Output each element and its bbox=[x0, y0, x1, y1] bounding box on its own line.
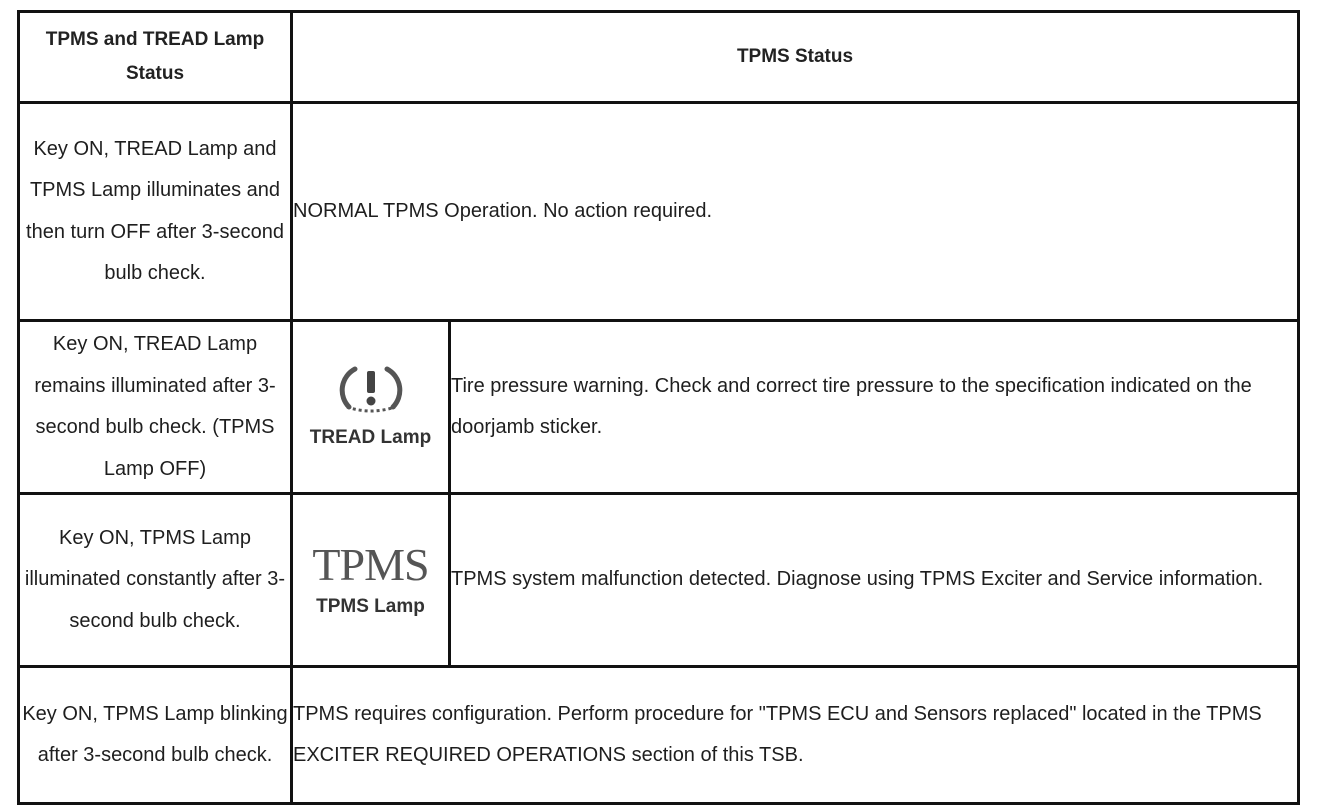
tpms-lamp-cell bbox=[292, 494, 450, 667]
row-condition: Key ON, TREAD Lamp remains illuminated after 3-second bulb check. (TPMS Lamp OFF) bbox=[19, 321, 292, 494]
row-condition: Key ON, TREAD Lamp and TPMS Lamp illuminates and then turn OFF after 3-second bulb check. bbox=[19, 103, 292, 321]
row-status: TPMS requires configuration. Perform procedure for "TPMS ECU and Sensors replaced" located in the TPMS EXCITER REQUIRED OPERATIONS section of this TSB. bbox=[292, 667, 1299, 804]
table-row bbox=[19, 103, 1299, 321]
row-status: Tire pressure warning. Check and correct tire pressure to the specification indicated on the doorjamb sticker. bbox=[450, 321, 1299, 494]
row-status: TPMS system malfunction detected. Diagnose using TPMS Exciter and Service information. bbox=[450, 494, 1299, 667]
table-row bbox=[19, 667, 1299, 804]
header-lamp-status: TPMS and TREAD Lamp Status bbox=[19, 12, 292, 103]
row-status: NORMAL TPMS Operation. No action required. bbox=[292, 103, 1299, 321]
tpms-status-table bbox=[17, 10, 1300, 805]
table-row bbox=[19, 321, 1299, 494]
tire-pressure-warning-icon bbox=[333, 363, 409, 419]
row-condition: Key ON, TPMS Lamp blinking after 3-second bulb check. bbox=[19, 667, 292, 804]
header-row bbox=[19, 12, 1299, 103]
header-tpms-status: TPMS Status bbox=[292, 12, 1299, 103]
row-condition: Key ON, TPMS Lamp illuminated constantly after 3-second bulb check. bbox=[19, 494, 292, 667]
tpms-lamp-caption: TPMS Lamp bbox=[316, 596, 425, 617]
tread-lamp-caption: TREAD Lamp bbox=[309, 427, 432, 448]
table-row bbox=[19, 494, 1299, 667]
tread-lamp-cell bbox=[292, 321, 450, 494]
tpms-text-icon: TPMS bbox=[312, 539, 429, 590]
